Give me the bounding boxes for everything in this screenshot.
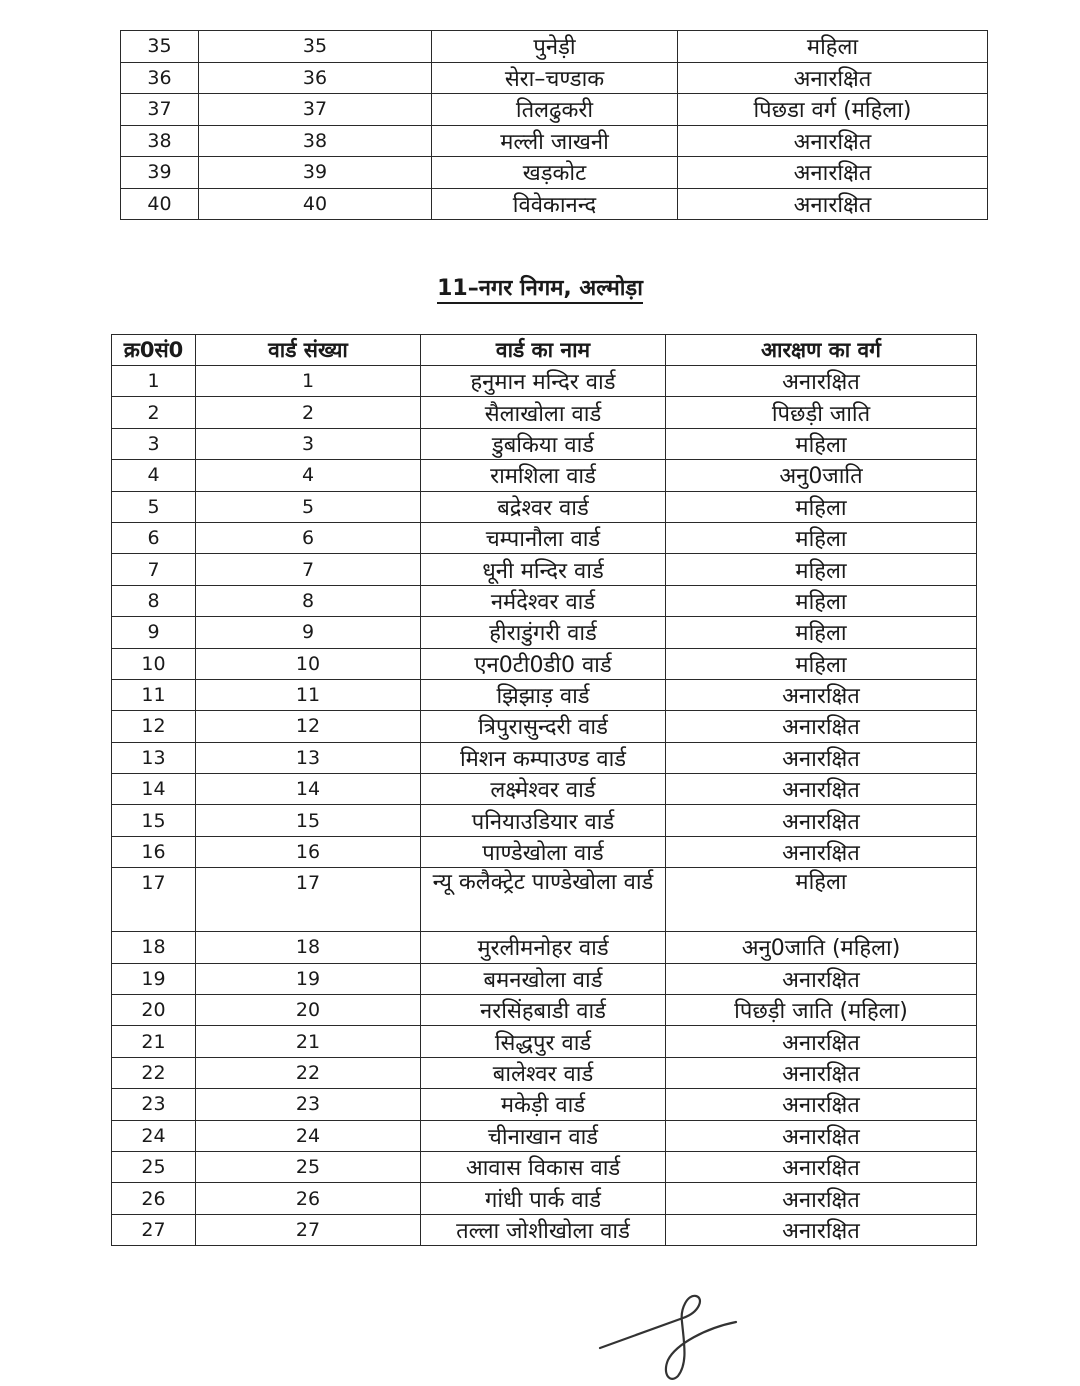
reservation-category-cell: महिला: [666, 554, 977, 585]
serial-cell: 36: [121, 62, 199, 94]
serial-cell: 15: [112, 805, 196, 836]
reservation-category-cell: अनारक्षित: [666, 742, 977, 773]
table-row: [112, 774, 977, 805]
section-title-text: 11–नगर निगम, अल्मोड़ा: [437, 276, 643, 304]
table-row: [112, 805, 977, 836]
table-row: [112, 711, 977, 742]
serial-cell: 26: [112, 1183, 196, 1214]
ward-number-cell: 26: [196, 1183, 421, 1214]
serial-cell: 13: [112, 742, 196, 773]
ward-name-cell: चम्पानौला वार्ड: [421, 522, 666, 553]
ward-number-cell: 17: [196, 868, 421, 932]
reservation-category-cell: पिछड़ी जाति (महिला): [666, 995, 977, 1026]
ward-name-cell: पाण्डेखोला वार्ड: [421, 836, 666, 867]
ward-name-cell: सैलाखोला वार्ड: [421, 397, 666, 428]
reservation-category-cell: पिछड़ी जाति: [666, 397, 977, 428]
ward-number-cell: 3: [196, 428, 421, 459]
section-title: [0, 272, 1080, 302]
signature-stroke: [600, 1296, 736, 1379]
reservation-category-cell: अनारक्षित: [666, 711, 977, 742]
table-row: [112, 679, 977, 710]
ward-number-cell: 18: [196, 932, 421, 963]
ward-name-cell: नरसिंहबाडी वार्ड: [421, 995, 666, 1026]
ward-name-cell: बालेश्वर वार्ड: [421, 1057, 666, 1088]
ward-number-cell: 16: [196, 836, 421, 867]
ward-name-cell: मकेड़ी वार्ड: [421, 1089, 666, 1120]
serial-cell: 12: [112, 711, 196, 742]
table-row: [121, 125, 988, 157]
table-row: [112, 995, 977, 1026]
ward-number-cell: 19: [196, 963, 421, 994]
ward-name-cell: नर्मदेश्वर वार्ड: [421, 585, 666, 616]
ward-name-cell: सिद्धपुर वार्ड: [421, 1026, 666, 1057]
table-row: [112, 963, 977, 994]
serial-cell: 17: [112, 868, 196, 932]
serial-cell: 6: [112, 522, 196, 553]
serial-cell: 38: [121, 125, 199, 157]
ward-name-cell: मिशन कम्पाउण्ड वार्ड: [421, 742, 666, 773]
serial-cell: 19: [112, 963, 196, 994]
table-row: [112, 428, 977, 459]
ward-number-cell: 10: [196, 648, 421, 679]
ward-number-cell: 40: [199, 188, 432, 220]
reservation-category-cell: महिला: [666, 522, 977, 553]
table-row: [112, 932, 977, 963]
serial-cell: 20: [112, 995, 196, 1026]
continued-ward-table-body: [121, 31, 988, 220]
reservation-category-cell: अनु0जाति: [666, 460, 977, 491]
ward-number-cell: 21: [196, 1026, 421, 1057]
reservation-category-cell: अनारक्षित: [666, 1151, 977, 1182]
serial-cell: 7: [112, 554, 196, 585]
ward-name-cell: मुरलीमनोहर वार्ड: [421, 932, 666, 963]
reservation-category-cell: अनारक्षित: [666, 836, 977, 867]
reservation-category-cell: अनारक्षित: [666, 366, 977, 397]
table-row: [112, 1151, 977, 1182]
ward-name-cell: चीनाखान वार्ड: [421, 1120, 666, 1151]
ward-name-cell: त्रिपुरासुन्दरी वार्ड: [421, 711, 666, 742]
table-row: [121, 94, 988, 126]
table-row: [121, 31, 988, 63]
table-row: [112, 836, 977, 867]
table-row: [112, 648, 977, 679]
ward-name-cell: खड़कोट: [432, 157, 678, 189]
reservation-category-cell: अनारक्षित: [678, 157, 988, 189]
ward-name-cell: बमनखोला वार्ड: [421, 963, 666, 994]
serial-cell: 5: [112, 491, 196, 522]
reservation-category-cell: महिला: [666, 648, 977, 679]
table-row: [112, 868, 977, 932]
almora-ward-table-header: [112, 335, 977, 366]
serial-cell: 24: [112, 1120, 196, 1151]
header-row: [112, 335, 977, 366]
serial-cell: 4: [112, 460, 196, 491]
reservation-category-cell: अनारक्षित: [666, 774, 977, 805]
ward-name-cell: तिलढुकरी: [432, 94, 678, 126]
serial-cell: 22: [112, 1057, 196, 1088]
serial-cell: 14: [112, 774, 196, 805]
serial-cell: 25: [112, 1151, 196, 1182]
ward-name-cell: बद्रेश्वर वार्ड: [421, 491, 666, 522]
header-ward-name: वार्ड का नाम: [421, 335, 666, 366]
table-row: [112, 617, 977, 648]
ward-name-cell: रामशिला वार्ड: [421, 460, 666, 491]
ward-name-cell: धूनी मन्दिर वार्ड: [421, 554, 666, 585]
almora-ward-table-body: [112, 366, 977, 1246]
serial-cell: 37: [121, 94, 199, 126]
ward-name-cell: हनुमान मन्दिर वार्ड: [421, 366, 666, 397]
serial-cell: 9: [112, 617, 196, 648]
ward-number-cell: 7: [196, 554, 421, 585]
serial-cell: 11: [112, 679, 196, 710]
reservation-category-cell: अनारक्षित: [666, 1120, 977, 1151]
table-row: [112, 585, 977, 616]
ward-number-cell: 27: [196, 1214, 421, 1245]
ward-number-cell: 9: [196, 617, 421, 648]
ward-number-cell: 15: [196, 805, 421, 836]
ward-number-cell: 25: [196, 1151, 421, 1182]
ward-name-cell: न्यू कलैक्ट्रेट पाण्डेखोला वार्ड: [421, 868, 666, 932]
ward-number-cell: 13: [196, 742, 421, 773]
ward-name-cell: मल्ली जाखनी: [432, 125, 678, 157]
reservation-category-cell: अनारक्षित: [666, 1026, 977, 1057]
ward-name-cell: पुनेड़ी: [432, 31, 678, 63]
ward-name-cell: डुबकिया वार्ड: [421, 428, 666, 459]
reservation-category-cell: अनारक्षित: [666, 1214, 977, 1245]
table-row: [112, 522, 977, 553]
ward-name-cell: पनियाउडियार वार्ड: [421, 805, 666, 836]
reservation-category-cell: अनारक्षित: [678, 125, 988, 157]
ward-number-cell: 38: [199, 125, 432, 157]
serial-cell: 27: [112, 1214, 196, 1245]
almora-ward-table: [111, 334, 977, 1246]
table-row: [121, 62, 988, 94]
reservation-category-cell: अनारक्षित: [666, 805, 977, 836]
serial-cell: 1: [112, 366, 196, 397]
reservation-category-cell: महिला: [666, 491, 977, 522]
reservation-category-cell: अनारक्षित: [666, 679, 977, 710]
serial-cell: 16: [112, 836, 196, 867]
reservation-category-cell: अनारक्षित: [678, 62, 988, 94]
table-row: [112, 460, 977, 491]
header-serial: क्र0सं0: [112, 335, 196, 366]
reservation-category-cell: अनु0जाति (महिला): [666, 932, 977, 963]
ward-number-cell: 14: [196, 774, 421, 805]
signature-mark: [598, 1288, 748, 1383]
ward-number-cell: 39: [199, 157, 432, 189]
table-row: [112, 1026, 977, 1057]
ward-number-cell: 20: [196, 995, 421, 1026]
serial-cell: 3: [112, 428, 196, 459]
ward-name-cell: तल्ला जोशीखोला वार्ड: [421, 1214, 666, 1245]
ward-number-cell: 24: [196, 1120, 421, 1151]
reservation-category-cell: महिला: [666, 617, 977, 648]
table-row: [112, 366, 977, 397]
table-row: [112, 1089, 977, 1120]
ward-name-cell: विवेकानन्द: [432, 188, 678, 220]
reservation-category-cell: पिछडा वर्ग (महिला): [678, 94, 988, 126]
serial-cell: 35: [121, 31, 199, 63]
header-ward-number: वार्ड संख्या: [196, 335, 421, 366]
table-row: [112, 554, 977, 585]
table-row: [112, 742, 977, 773]
table-row: [112, 491, 977, 522]
ward-number-cell: 12: [196, 711, 421, 742]
table-row: [112, 1214, 977, 1245]
ward-name-cell: आवास विकास वार्ड: [421, 1151, 666, 1182]
ward-name-cell: गांधी पार्क वार्ड: [421, 1183, 666, 1214]
ward-number-cell: 22: [196, 1057, 421, 1088]
ward-number-cell: 2: [196, 397, 421, 428]
ward-name-cell: लक्ष्मेश्वर वार्ड: [421, 774, 666, 805]
serial-cell: 10: [112, 648, 196, 679]
reservation-category-cell: अनारक्षित: [678, 188, 988, 220]
ward-number-cell: 1: [196, 366, 421, 397]
ward-number-cell: 8: [196, 585, 421, 616]
ward-name-cell: हीराडुंगरी वार्ड: [421, 617, 666, 648]
serial-cell: 40: [121, 188, 199, 220]
table-row: [112, 1057, 977, 1088]
serial-cell: 8: [112, 585, 196, 616]
serial-cell: 21: [112, 1026, 196, 1057]
serial-cell: 23: [112, 1089, 196, 1120]
reservation-category-cell: महिला: [666, 585, 977, 616]
ward-number-cell: 36: [199, 62, 432, 94]
ward-number-cell: 37: [199, 94, 432, 126]
reservation-category-cell: महिला: [678, 31, 988, 63]
table-row: [112, 1183, 977, 1214]
reservation-category-cell: अनारक्षित: [666, 1057, 977, 1088]
reservation-category-cell: अनारक्षित: [666, 963, 977, 994]
ward-number-cell: 4: [196, 460, 421, 491]
reservation-category-cell: अनारक्षित: [666, 1089, 977, 1120]
ward-number-cell: 23: [196, 1089, 421, 1120]
table-row: [121, 188, 988, 220]
reservation-category-cell: महिला: [666, 428, 977, 459]
ward-name-cell: एन0टी0डी0 वार्ड: [421, 648, 666, 679]
ward-number-cell: 11: [196, 679, 421, 710]
continued-ward-table: [120, 30, 988, 220]
ward-number-cell: 6: [196, 522, 421, 553]
ward-number-cell: 5: [196, 491, 421, 522]
table-row: [112, 1120, 977, 1151]
ward-name-cell: सेरा–चण्डाक: [432, 62, 678, 94]
reservation-category-cell: अनारक्षित: [666, 1183, 977, 1214]
header-reservation-category: आरक्षण का वर्ग: [666, 335, 977, 366]
serial-cell: 18: [112, 932, 196, 963]
ward-number-cell: 35: [199, 31, 432, 63]
serial-cell: 39: [121, 157, 199, 189]
reservation-category-cell: महिला: [666, 868, 977, 932]
ward-name-cell: झिझाड़ वार्ड: [421, 679, 666, 710]
table-row: [121, 157, 988, 189]
serial-cell: 2: [112, 397, 196, 428]
table-row: [112, 397, 977, 428]
